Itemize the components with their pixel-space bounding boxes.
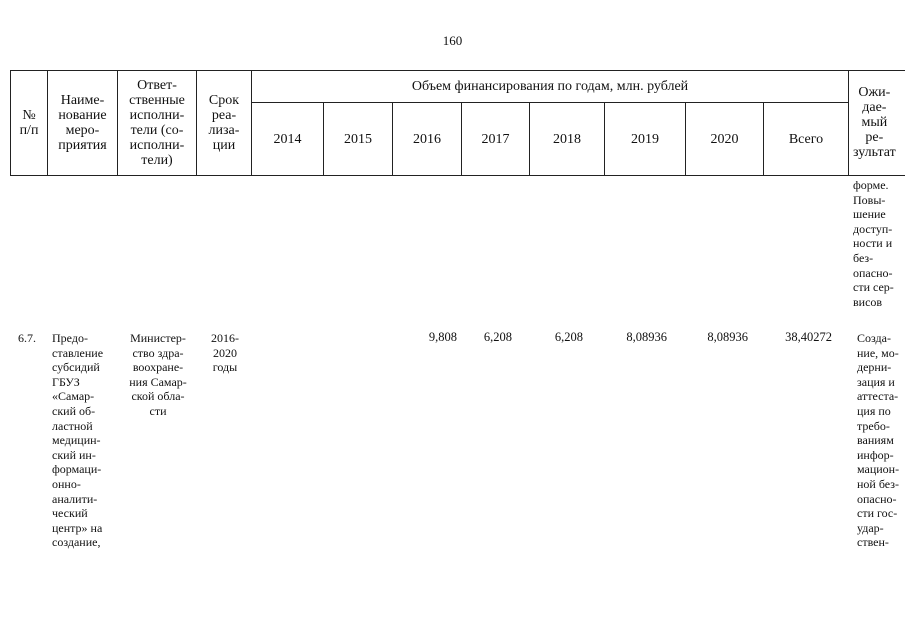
header-year-2014: 2014: [273, 131, 302, 147]
header-col-term: Срок реа- лиза- ции: [208, 92, 240, 153]
row-responsible: Министер- ство здра- воохране- ния Самар- ской обла- сти: [129, 331, 187, 418]
header-col-funding: Объем финансирования по годам, млн. рублей: [411, 78, 689, 94]
row-number: 6.7.: [18, 331, 36, 345]
header-year-2020: 2020: [710, 131, 739, 147]
page-number: 160: [442, 33, 463, 48]
header-year-2015: 2015: [344, 131, 372, 147]
header-year-2016: 2016: [413, 131, 441, 147]
value-2020: 8,08936: [707, 330, 748, 344]
header-col-number: № п/п: [19, 107, 39, 138]
value-2018: 6,208: [554, 330, 583, 344]
value-total: 38,40272: [785, 330, 832, 344]
header-bottom-border: [10, 175, 905, 176]
header-total: Всего: [788, 131, 824, 147]
table-header: [0, 70, 905, 176]
header-year-2017: 2017: [481, 131, 510, 147]
header-col-result: Ожи- дае- мый ре- зультат: [853, 85, 896, 160]
value-2019: 8,08936: [626, 330, 667, 344]
row-result: Созда- ние, мо- дерни- зация и аттеста- ция по требо- ваниям инфор- мацион- ной без- опасно- сти гос- удар- ствен-: [857, 331, 900, 550]
header-col-name: Наиме- нование меро- приятия: [58, 92, 107, 153]
header-col-responsible: Ответ- ственные исполни- тели (со- исполни- тели): [129, 77, 185, 168]
continued-result-text: форме. Повы- шение доступ- ности и без- опасно- сти сер- висов: [853, 178, 894, 309]
header-year-2018: 2018: [553, 131, 581, 147]
row-name: Предо- ставление субсидий ГБУЗ «Самар- ский об- ластной медицин- ский ин- формаци- онно- аналити- ческий центр» на создание,: [52, 331, 104, 550]
value-2016: 9,808: [428, 330, 457, 344]
row-term: 2016- 2020 годы: [211, 331, 239, 375]
header-year-2019: 2019: [631, 131, 659, 147]
value-2017: 6,208: [483, 330, 512, 344]
